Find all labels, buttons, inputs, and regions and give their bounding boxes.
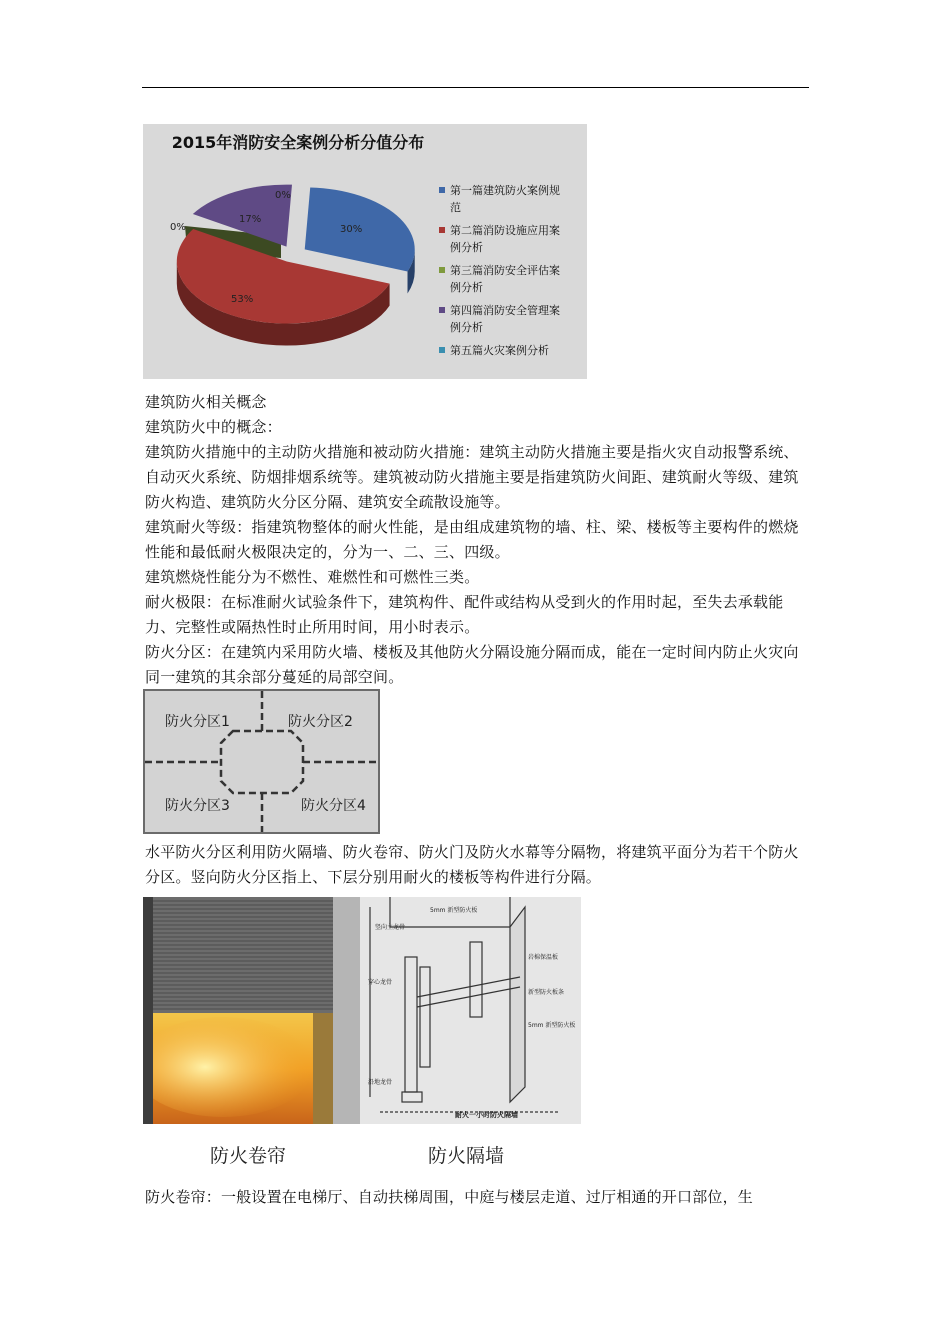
- pie-data-label: 30%: [340, 224, 363, 235]
- drawing-label-panel: 5mm 新型防火板: [430, 907, 478, 914]
- legend-swatch: [439, 267, 445, 273]
- legend-label: 第二篇消防设施应用案: [450, 224, 560, 237]
- chart-legend: [439, 182, 584, 365]
- subheading: 建筑防火中的概念：: [145, 418, 282, 436]
- fire-zone-diagram: [143, 689, 380, 834]
- legend-label: 范: [450, 201, 461, 214]
- legend-item: [439, 302, 584, 336]
- paragraph-combustibility: 建筑燃烧性能分为不燃性、难燃性和可燃性三类。: [145, 568, 480, 586]
- legend-item: [439, 262, 584, 296]
- zone-4-label: 防火分区4: [301, 798, 366, 814]
- section-heading: 建筑防火相关概念: [145, 393, 267, 411]
- legend-item: [439, 182, 584, 216]
- caption-fire-shutter: 防火卷帘: [210, 1145, 287, 1167]
- legend-swatch: [439, 347, 445, 353]
- legend-label: 例分析: [450, 321, 483, 334]
- legend-label: 第四篇消防安全管理案: [450, 304, 560, 317]
- drawing-label-strip: 新型防火板条: [528, 989, 565, 996]
- paragraph-measures: 建筑防火措施中的主动防火措施和被动防火措施：建筑主动防火措施主要是指火灾自动报警系统、自动灭火系统、防烟排烟系统等。建筑被动防火措施主要是指建筑防火间距、建筑耐火等级、建筑防火构造、建筑防火分区分隔、建筑安全疏散设施等。: [145, 443, 799, 511]
- pie-chart: [143, 124, 587, 379]
- fire-shutter-photo: [143, 897, 360, 1124]
- caption-fire-wall: 防火隔墙: [428, 1145, 505, 1167]
- header-rule: [142, 87, 809, 88]
- paragraph-fire-shutter: 防火卷帘：一般设置在电梯厅、自动扶梯周围，中庭与楼层走道、过厅相通的开口部位，生: [145, 1188, 754, 1206]
- drawing-caption: 耐火一小时防火隔墙: [455, 1111, 518, 1119]
- fire-partition-drawing: [360, 897, 581, 1124]
- legend-label: 第一篇建筑防火案例规: [450, 184, 560, 197]
- legend-swatch: [439, 307, 445, 313]
- drawing-label-stud: 竖向主龙骨: [375, 924, 406, 931]
- legend-swatch: [439, 227, 445, 233]
- paragraph-fire-limit: 耐火极限：在标准耐火试验条件下，建筑构件、配件或结构从受到火的作用时起，至失去承载能力、完整性或隔热性时止所用时间，用小时表示。: [145, 593, 784, 636]
- pie-data-label: 0%: [275, 190, 291, 201]
- legend-label: 例分析: [450, 281, 483, 294]
- zone-3-label: 防火分区3: [165, 798, 230, 814]
- legend-swatch: [439, 187, 445, 193]
- drawing-label-floor-keel: 沿地龙骨: [368, 1079, 393, 1086]
- legend-label: 第五篇火灾案例分析: [450, 344, 549, 357]
- pie-data-label: 53%: [231, 294, 254, 305]
- paragraph-fire-rating: 建筑耐火等级：指建筑物整体的耐火性能，是由组成建筑物的墙、柱、梁、楼板等主要构件的燃烧性能和最低耐火极限决定的，分为一、二、三、四级。: [145, 518, 799, 561]
- drawing-label-panel-2: 5mm 新型防火板: [528, 1022, 576, 1029]
- chart-title: 2015年消防安全案例分析分值分布: [171, 133, 425, 152]
- legend-item: [439, 222, 584, 256]
- drawing-label-cross-keel: 穿心龙骨: [368, 979, 393, 986]
- legend-label: 第三篇消防安全评估案: [450, 264, 560, 277]
- drawing-label-insulation: 岩棉保温板: [528, 954, 559, 961]
- zone-2-label: 防火分区2: [288, 714, 353, 730]
- legend-label: 例分析: [450, 241, 483, 254]
- legend-item: [439, 342, 584, 359]
- paragraph-horizontal-zone: 水平防火分区利用防火隔墙、防火卷帘、防火门及防火水幕等分隔物，将建筑平面分为若干个防火分区。竖向防火分区指上、下层分别用耐火的楼板等构件进行分隔。: [145, 843, 799, 886]
- pie-data-label: 17%: [239, 214, 262, 225]
- paragraph-fire-zone: 防火分区：在建筑内采用防火墙、楼板及其他防火分隔设施分隔而成，能在一定时间内防止火灾向同一建筑的其余部分蔓延的局部空间。: [145, 643, 799, 686]
- pie-data-label: 0%: [170, 222, 186, 233]
- zone-1-label: 防火分区1: [165, 714, 230, 730]
